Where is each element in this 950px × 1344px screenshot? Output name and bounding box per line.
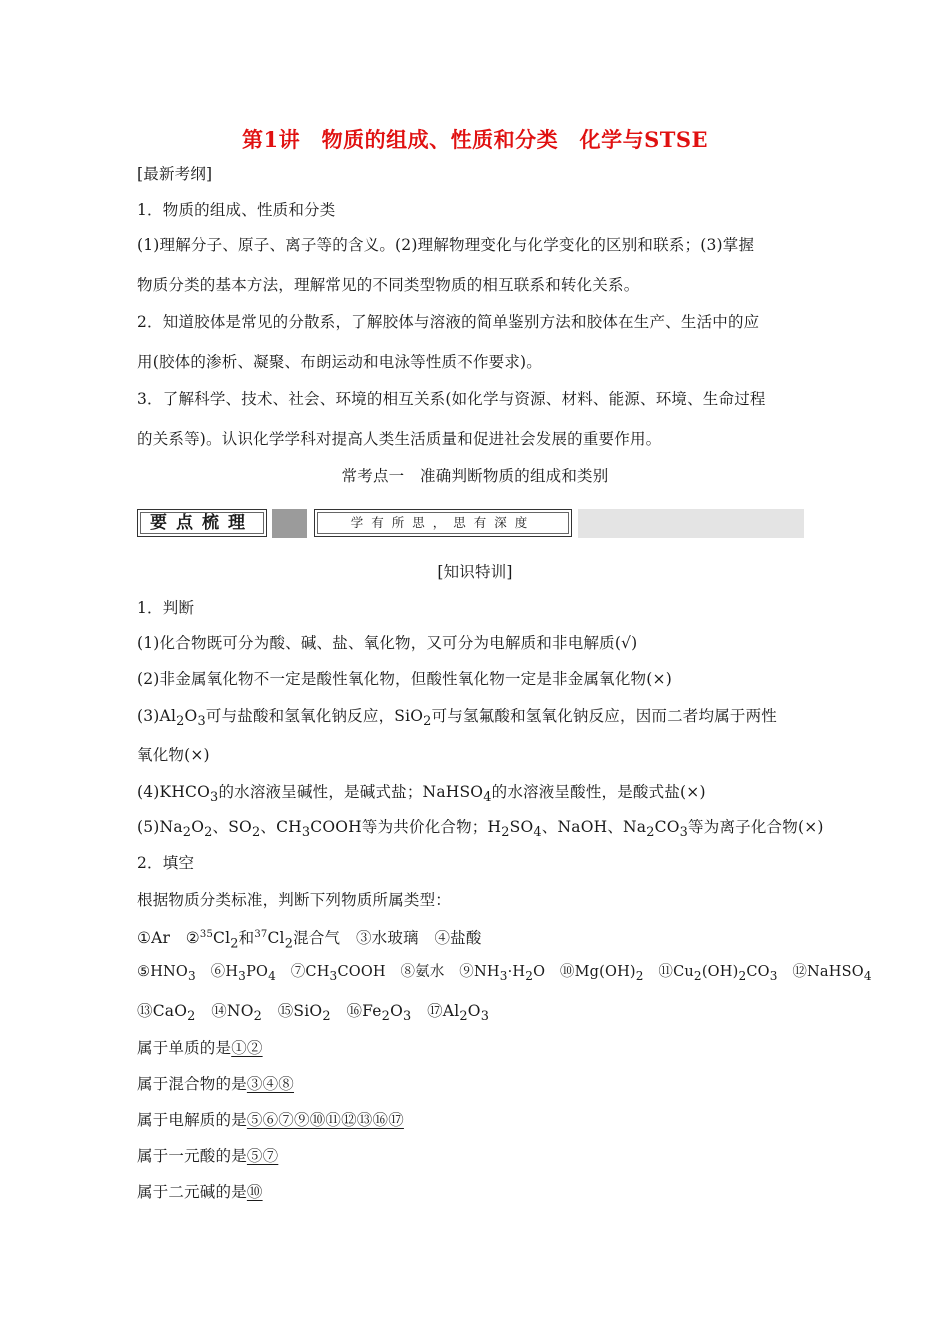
fill-intro: 根据物质分类标准，判断下列物质所属类型：: [137, 891, 452, 909]
judge-item-2: (2)非金属氧化物不一定是酸性氧化物，但酸性氧化物一定是非金属氧化物(×): [137, 670, 672, 688]
syllabus-text: 的关系等)。认识化学学科对提高人类生活质量和促进社会发展的重要作用。: [137, 430, 662, 448]
syllabus-heading: [最新考纲]: [137, 165, 213, 183]
judge-item-1: (1)化合物既可分为酸、碱、盐、氧化物，又可分为电解质和非电解质(√): [137, 634, 638, 652]
judge-item-4: $(4)KHCO_3$的水溶液呈碱性，是碱式盐；NaHSO$_4$的水溶液呈酸性，是酸式盐(×): [137, 783, 706, 806]
answer-line: 属于二元碱的是⑩: [137, 1183, 263, 1201]
answer-value: ⑤⑦: [246, 1147, 279, 1165]
answer-line: 属于电解质的是⑤⑥⑦⑨⑩⑪⑫⑬⑯⑰: [137, 1111, 404, 1129]
judge-item-5: $(5)Na_2O_2$、$SO_2$、$CH_3COOH$等为共价化合物；$H_2SO_4$、NaOH、$Na_2CO_3$等为离子化合物(×): [137, 818, 824, 841]
materials-row-1: ①Ar $②^{35}Cl_2$和$^{37}Cl_2$混合气 ③水玻璃 ④盐酸: [137, 929, 482, 952]
answer-value: ①②: [231, 1039, 263, 1057]
banner-motto: 学有所思，思有深度: [314, 509, 572, 537]
section-title: 常考点一 准确判断物质的组成和类别: [341, 467, 609, 485]
syllabus-point-2: 2．知道胶体是常见的分散系，了解胶体与溶液的简单鉴别方法和胶体在生产、生活中的应: [137, 313, 760, 331]
judge-item-3-cont: 氧化物(×): [137, 746, 210, 764]
answer-value: ⑤⑥⑦⑨⑩⑪⑫⑬⑯⑰: [246, 1111, 404, 1129]
banner-label: 要点梳理: [137, 509, 267, 537]
syllabus-text: 物质分类的基本方法，理解常见的不同类型物质的相互联系和转化关系。: [137, 276, 640, 294]
fill-heading: 2．填空: [137, 854, 195, 872]
syllabus-text: (1)理解分子、原子、离子等的含义。(2)理解物理变化与化学变化的区别和联系；(3)掌握: [137, 236, 755, 254]
training-heading: [知识特训]: [437, 563, 513, 581]
answer-line: 属于一元酸的是⑤⑦: [137, 1147, 279, 1165]
judge-heading: 1．判断: [137, 599, 195, 617]
materials-row-3: ⑬CaO$_2$ $⑭NO_2$ ⑮SiO$_2$ $⑯Fe_2O_3$ $⑰Al_2O_3$: [137, 1002, 490, 1025]
syllabus-point-3: 3．了解科学、技术、社会、环境的相互关系(如化学与资源、材料、能源、环境、生命过程: [137, 390, 766, 408]
answer-value: ⑩: [246, 1183, 263, 1201]
syllabus-point-1: 1．物质的组成、性质和分类: [137, 201, 336, 219]
materials-row-2: $⑤HNO_3$ $⑥H_3PO_4$ $⑦CH_3COOH$ ⑧氨水 $⑨NH_3\cdot H_2O$ $⑩Mg(OH)_2$ $⑪Cu_2(OH)_2CO_3$ ⑫NaHSO$_4$: [137, 964, 872, 983]
banner-divider-block: [272, 509, 307, 538]
lesson-title: 第1讲 物质的组成、性质和分类 化学与STSE: [241, 127, 709, 152]
judge-item-3: $(3)Al_2O_3$可与盐酸和氢氧化钠反应，SiO$_2$可与氢氟酸和氢氧化钠反应，因而二者均属于两性: [137, 707, 777, 730]
banner-tail-bar: [578, 509, 804, 538]
syllabus-text: 用(胶体的渗析、凝聚、布朗运动和电泳等性质不作要求)。: [137, 353, 542, 371]
answer-line: 属于单质的是①②: [137, 1039, 263, 1057]
answer-line: 属于混合物的是③④⑧: [137, 1075, 295, 1093]
answer-value: ③④⑧: [246, 1075, 295, 1093]
